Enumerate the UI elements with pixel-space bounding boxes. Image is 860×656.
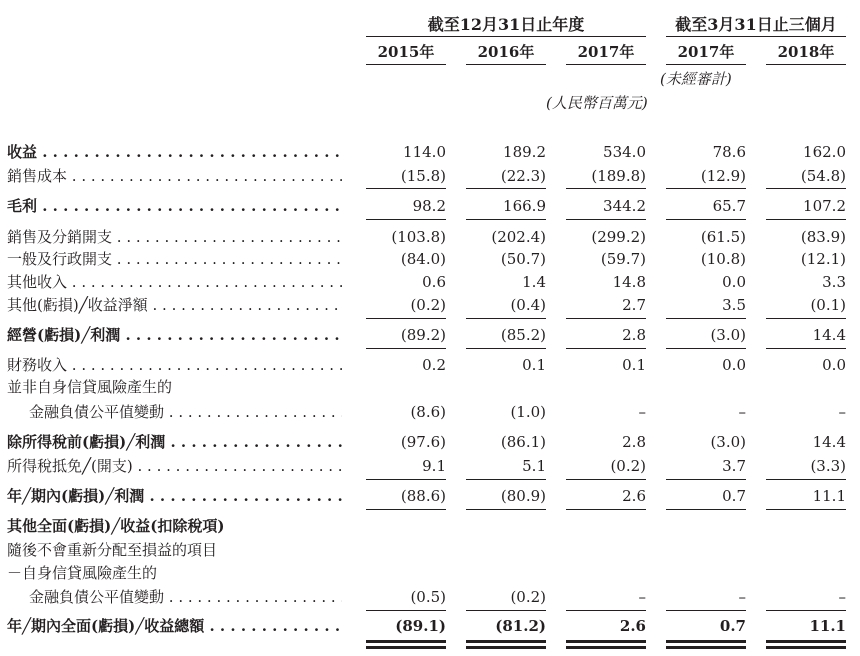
subtotal-rule xyxy=(566,610,646,611)
header-group-three-months: 截至3月31日止三個月 xyxy=(675,15,837,34)
row-value-col-4: 0.7 xyxy=(722,487,746,505)
row-value-col-3: 2.7 xyxy=(622,296,646,314)
subtotal-rule xyxy=(666,219,746,220)
row-value-col-2: 1.4 xyxy=(522,273,546,291)
subtotal-rule xyxy=(466,610,546,611)
currency-note: (人民幣百萬元) xyxy=(546,94,648,112)
row-value-col-1: (84.0) xyxy=(400,250,446,268)
row-value-col-5: 11.1 xyxy=(809,617,846,635)
subtotal-rule xyxy=(466,509,546,510)
row-value-col-2: (22.3) xyxy=(500,167,546,185)
row-value-col-3: 14.8 xyxy=(612,273,646,291)
row-label: 金融負債公平值變動 . . . xyxy=(29,402,342,422)
subtotal-rule xyxy=(566,479,646,480)
row-label: 財務收入 . . . xyxy=(7,355,342,375)
year-header-3: 2017年 xyxy=(577,43,635,61)
row-value-col-4: (10.8) xyxy=(700,250,746,268)
header-group-year-ended: 截至12月31日止年度 xyxy=(427,15,585,34)
row-value-col-2: (0.2) xyxy=(510,588,546,606)
subtotal-rule xyxy=(666,509,746,510)
row-value-col-3: (59.7) xyxy=(600,250,646,268)
row-value-col-4: 3.7 xyxy=(722,457,746,475)
subtotal-rule xyxy=(766,610,846,611)
total-double-rule xyxy=(566,646,646,652)
row-value-col-2: 166.9 xyxy=(503,197,546,215)
row-value-col-5: (3.3) xyxy=(810,457,846,475)
subtotal-rule xyxy=(566,348,646,349)
row-value-col-3: – xyxy=(638,403,646,421)
row-value-col-2: 0.1 xyxy=(522,356,546,374)
row-value-col-4: (3.0) xyxy=(710,326,746,344)
row-label: 除所得稅前(虧損)╱利潤 . . . xyxy=(7,432,342,452)
row-value-col-4: 3.5 xyxy=(722,296,746,314)
row-label: 隨後不會重新分配至損益的項目 xyxy=(7,541,218,559)
total-double-rule xyxy=(666,646,746,652)
subtotal-rule xyxy=(666,610,746,611)
subtotal-rule xyxy=(566,188,646,189)
row-value-col-1: 114.0 xyxy=(403,143,446,161)
year-underline-1 xyxy=(366,64,446,65)
subtotal-rule xyxy=(366,188,446,189)
row-value-col-3: – xyxy=(638,588,646,606)
subtotal-rule xyxy=(666,348,746,349)
row-label: 年╱期內全面(虧損)╱收益總額 . . . xyxy=(7,616,342,636)
row-value-col-1: (103.8) xyxy=(391,228,446,246)
row-value-col-4: 0.0 xyxy=(722,356,746,374)
row-value-col-4: 0.7 xyxy=(719,617,746,635)
row-label: 年╱期內(虧損)╱利潤 . . . xyxy=(7,486,342,506)
row-value-col-2: (202.4) xyxy=(491,228,546,246)
subtotal-rule xyxy=(566,318,646,319)
subtotal-rule xyxy=(666,188,746,189)
row-label: 其他收入 . . . xyxy=(7,272,342,292)
subtotal-rule xyxy=(466,219,546,220)
row-label: 一般及行政開支 . . . xyxy=(7,249,342,269)
subtotal-rule xyxy=(366,348,446,349)
row-value-col-4: (12.9) xyxy=(700,167,746,185)
row-value-col-1: (0.5) xyxy=(410,588,446,606)
subtotal-rule xyxy=(766,479,846,480)
unaudited-note: (未經審計) xyxy=(660,70,732,88)
row-value-col-3: 534.0 xyxy=(603,143,646,161)
row-value-col-3: 2.8 xyxy=(622,326,646,344)
subtotal-rule xyxy=(766,188,846,189)
row-value-col-4: 0.0 xyxy=(722,273,746,291)
row-value-col-5: 14.4 xyxy=(812,326,846,344)
row-value-col-1: 0.2 xyxy=(422,356,446,374)
row-value-col-5: 3.3 xyxy=(822,273,846,291)
subtotal-rule xyxy=(466,348,546,349)
row-label: 銷售成本 . . . xyxy=(7,166,342,186)
subtotal-rule xyxy=(666,479,746,480)
row-value-col-4: (3.0) xyxy=(710,433,746,451)
row-value-col-5: (83.9) xyxy=(800,228,846,246)
row-value-col-1: 9.1 xyxy=(422,457,446,475)
header-group-three-months-underline xyxy=(666,36,846,37)
row-value-col-3: (189.8) xyxy=(591,167,646,185)
subtotal-rule xyxy=(766,318,846,319)
row-value-col-2: (0.4) xyxy=(510,296,546,314)
row-value-col-1: 98.2 xyxy=(412,197,446,215)
row-value-col-5: (0.1) xyxy=(810,296,846,314)
total-double-rule xyxy=(466,646,546,652)
row-value-col-3: 0.1 xyxy=(622,356,646,374)
header-group-year-underline xyxy=(366,36,646,37)
row-value-col-2: (50.7) xyxy=(500,250,546,268)
subtotal-rule xyxy=(366,479,446,480)
row-value-col-3: 2.6 xyxy=(619,617,646,635)
row-value-col-2: 5.1 xyxy=(522,457,546,475)
subtotal-rule xyxy=(566,219,646,220)
row-value-col-2: (85.2) xyxy=(500,326,546,344)
row-value-col-5: (54.8) xyxy=(800,167,846,185)
row-value-col-1: (15.8) xyxy=(400,167,446,185)
row-value-col-3: 2.6 xyxy=(622,487,646,505)
total-double-rule xyxy=(766,646,846,652)
row-value-col-4: – xyxy=(738,588,746,606)
subtotal-rule xyxy=(466,188,546,189)
row-value-col-3: 344.2 xyxy=(603,197,646,215)
subtotal-rule xyxy=(566,509,646,510)
row-value-col-3: (0.2) xyxy=(610,457,646,475)
row-value-col-1: (89.2) xyxy=(400,326,446,344)
row-value-col-5: (12.1) xyxy=(800,250,846,268)
row-value-col-5: – xyxy=(838,588,846,606)
row-value-col-3: (299.2) xyxy=(591,228,646,246)
row-value-col-2: (81.2) xyxy=(495,617,546,635)
subtotal-rule xyxy=(666,318,746,319)
row-value-col-1: (0.2) xyxy=(410,296,446,314)
subtotal-rule xyxy=(466,479,546,480)
year-underline-3 xyxy=(566,64,646,65)
year-underline-2 xyxy=(466,64,546,65)
row-label: 銷售及分銷開支 . . . xyxy=(7,227,342,247)
row-value-col-1: (88.6) xyxy=(400,487,446,505)
row-value-col-4: – xyxy=(738,403,746,421)
row-value-col-2: 189.2 xyxy=(503,143,546,161)
row-value-col-1: (8.6) xyxy=(410,403,446,421)
row-label: 其他全面(虧損)╱收益(扣除稅項) xyxy=(7,517,225,535)
row-label: 收益 . . . xyxy=(7,142,342,162)
row-label: 其他(虧損)╱收益淨額 . . . xyxy=(7,295,342,315)
row-value-col-5: 107.2 xyxy=(803,197,846,215)
row-label: －自身信貸風險產生的 xyxy=(7,564,158,582)
row-label: 經營(虧損)╱利潤 . . . xyxy=(7,325,342,345)
subtotal-rule xyxy=(466,318,546,319)
row-label: 毛利 . . . xyxy=(7,196,342,216)
subtotal-rule xyxy=(366,610,446,611)
year-header-1: 2015年 xyxy=(377,43,435,61)
total-double-rule xyxy=(366,646,446,652)
row-value-col-1: 0.6 xyxy=(422,273,446,291)
year-header-2: 2016年 xyxy=(477,43,535,61)
row-value-col-2: (86.1) xyxy=(500,433,546,451)
row-value-col-5: 14.4 xyxy=(812,433,846,451)
row-value-col-4: (61.5) xyxy=(700,228,746,246)
year-header-4: 2017年 xyxy=(677,43,735,61)
row-value-col-4: 65.7 xyxy=(712,197,746,215)
row-value-col-2: (1.0) xyxy=(510,403,546,421)
row-value-col-1: (89.1) xyxy=(395,617,446,635)
row-label: 金融負債公平值變動 . . . xyxy=(29,587,342,607)
row-value-col-4: 78.6 xyxy=(712,143,746,161)
year-header-5: 2018年 xyxy=(777,43,835,61)
row-value-col-5: 0.0 xyxy=(822,356,846,374)
subtotal-rule xyxy=(366,219,446,220)
row-value-col-3: 2.8 xyxy=(622,433,646,451)
row-label: 所得稅抵免╱(開支) . . . xyxy=(7,456,342,476)
subtotal-rule xyxy=(366,318,446,319)
subtotal-rule xyxy=(366,509,446,510)
row-label: 並非自身信貸風險產生的 xyxy=(7,378,173,396)
row-value-col-5: – xyxy=(838,403,846,421)
year-underline-5 xyxy=(766,64,846,65)
row-value-col-1: (97.6) xyxy=(400,433,446,451)
year-underline-4 xyxy=(666,64,746,65)
row-value-col-2: (80.9) xyxy=(500,487,546,505)
row-value-col-5: 162.0 xyxy=(803,143,846,161)
row-value-col-5: 11.1 xyxy=(812,487,846,505)
subtotal-rule xyxy=(766,219,846,220)
subtotal-rule xyxy=(766,348,846,349)
subtotal-rule xyxy=(766,509,846,510)
